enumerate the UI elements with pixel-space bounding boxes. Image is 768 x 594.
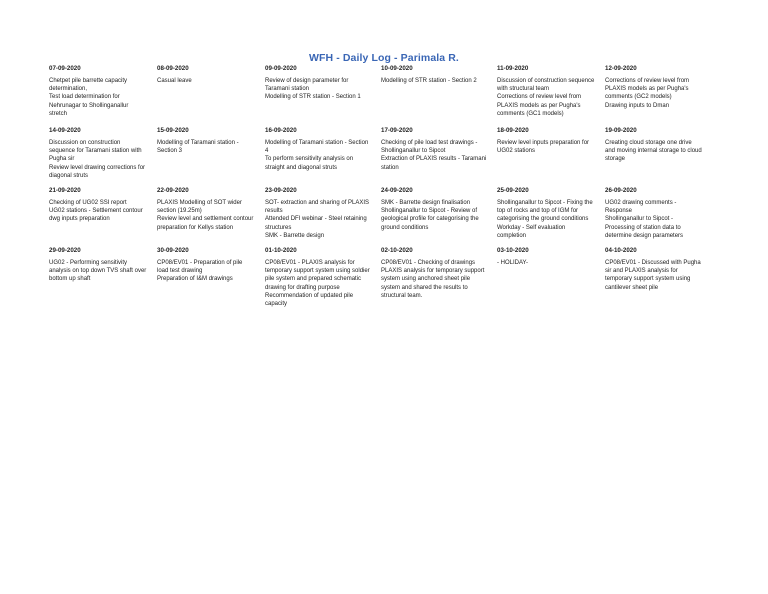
date-cell: 03-10-2020 — [497, 247, 529, 254]
entry-cell: CP08/EV01 - Discussed with Pugha sir and PLAXIS analysis for temporary support system using cantilever sheet pile — [605, 260, 701, 291]
week-row — [49, 185, 719, 245]
entry-cell: Modelling of STR station - Section 2 — [381, 78, 477, 84]
entry-row — [49, 197, 719, 245]
entry-cell: - HOLIDAY- — [497, 260, 529, 266]
date-cell: 02-10-2020 — [381, 247, 413, 254]
entry-cell: UG02 - Performing sensitivity analysis on top down TVS shaft over bottom up shaft — [49, 260, 147, 283]
daily-log-table — [49, 63, 719, 313]
date-cell: 09-09-2020 — [265, 65, 297, 72]
date-cell: 25-09-2020 — [497, 187, 529, 194]
date-header-row — [49, 63, 719, 75]
entry-row — [49, 75, 719, 125]
entry-cell: Discussion on construction sequence for Taramani station with Pugha sir Review level drawing corrections for diagonal struts — [49, 140, 146, 179]
date-cell: 29-09-2020 — [49, 247, 81, 254]
date-cell: 16-09-2020 — [265, 127, 297, 134]
entry-cell: SOT- extraction and sharing of PLAXIS results Attended DFI webinar - Steel retaining structures SMK - Barrette design — [265, 200, 370, 239]
entry-cell: UG02 drawing comments - Response Shollinganallur to Sipcot - Processing of station data to determine design parameters — [605, 200, 684, 239]
date-header-row — [49, 125, 719, 137]
date-cell: 04-10-2020 — [605, 247, 637, 254]
date-cell: 07-09-2020 — [49, 65, 81, 72]
date-cell: 19-09-2020 — [605, 127, 637, 134]
entry-cell: Shollinganallur to Sipcot - Fixing the top of rocks and top of IGM for categorising the ground conditions Workday - Self evaluation completion — [497, 200, 593, 239]
entry-cell: Casual leave — [157, 78, 192, 84]
entry-cell: Review of design parameter for Taramani station Modelling of STR station - Section 1 — [265, 78, 361, 101]
entry-cell: Checking of UG02 SSI report UG02 stations - Settlement contour dwg inputs preparation — [49, 200, 143, 223]
week-row — [49, 245, 719, 313]
entry-row — [49, 137, 719, 185]
entry-cell: CP08/EV01 - Checking of drawings PLAXIS analysis for temporary support system using anchored sheet pile system and shared the results to structural team. — [381, 260, 485, 299]
entry-cell: PLAXIS Modelling of SOT wider section (19.25m) Review level and settlement contour preparation for Kellys station — [157, 200, 254, 231]
date-cell: 10-09-2020 — [381, 65, 413, 72]
date-cell: 26-09-2020 — [605, 187, 637, 194]
page-title: WFH - Daily Log - Parimala R. — [309, 52, 459, 64]
date-cell: 11-09-2020 — [497, 65, 529, 72]
date-cell: 24-09-2020 — [381, 187, 413, 194]
entry-cell: Corrections of review level from PLAXIS models as per Pugha's comments (GC2 models) Drawing inputs to Dman — [605, 78, 690, 109]
entry-cell: Discussion of construction sequence with structural team Corrections of review level from PLAXIS models as per Pugha's comments (GC1 models) — [497, 78, 595, 117]
week-row — [49, 125, 719, 185]
entry-cell: CP08/EV01 - Preparation of pile load test drawing Preparation of I&M drawings — [157, 260, 243, 283]
entry-cell: Chetpet pile barrette capacity determination, Test load determination for Nehrunagar to Shollinganallur stretch — [49, 78, 129, 117]
date-cell: 12-09-2020 — [605, 65, 637, 72]
entry-cell: Checking of pile load test drawings - Shollinganallur to Sipcot Extraction of PLAXIS results - Taramani station — [381, 140, 487, 171]
date-cell: 17-09-2020 — [381, 127, 413, 134]
entry-row — [49, 257, 719, 313]
date-cell: 08-09-2020 — [157, 65, 189, 72]
entry-cell: Modelling of Taramani station - Section 4 To perform sensitivity analysis on straight and diagonal struts — [265, 140, 369, 171]
entry-cell: CP08/EV01 - PLAXIS analysis for temporary support system using soldier pile system and prepared schematic drawing for drafting purpose Recommendation of updated pile capacity — [265, 260, 370, 308]
date-cell: 30-09-2020 — [157, 247, 189, 254]
entry-cell: SMK - Barrette design finalisation Shollinganallur to Sipcot - Review of geological profile for categorising the ground conditions — [381, 200, 479, 231]
date-cell: 18-09-2020 — [497, 127, 529, 134]
week-row — [49, 63, 719, 125]
date-cell: 23-09-2020 — [265, 187, 297, 194]
entry-cell: Review level inputs preparation for UG02 stations — [497, 140, 590, 155]
date-cell: 21-09-2020 — [49, 187, 81, 194]
date-header-row — [49, 185, 719, 197]
date-header-row — [49, 245, 719, 257]
date-cell: 01-10-2020 — [265, 247, 297, 254]
date-cell: 14-09-2020 — [49, 127, 81, 134]
entry-cell: Modelling of Taramani station - Section 3 — [157, 140, 239, 155]
date-cell: 15-09-2020 — [157, 127, 189, 134]
entry-cell: Creating cloud storage one drive and moving internal storage to cloud storage — [605, 140, 702, 163]
date-cell: 22-09-2020 — [157, 187, 189, 194]
